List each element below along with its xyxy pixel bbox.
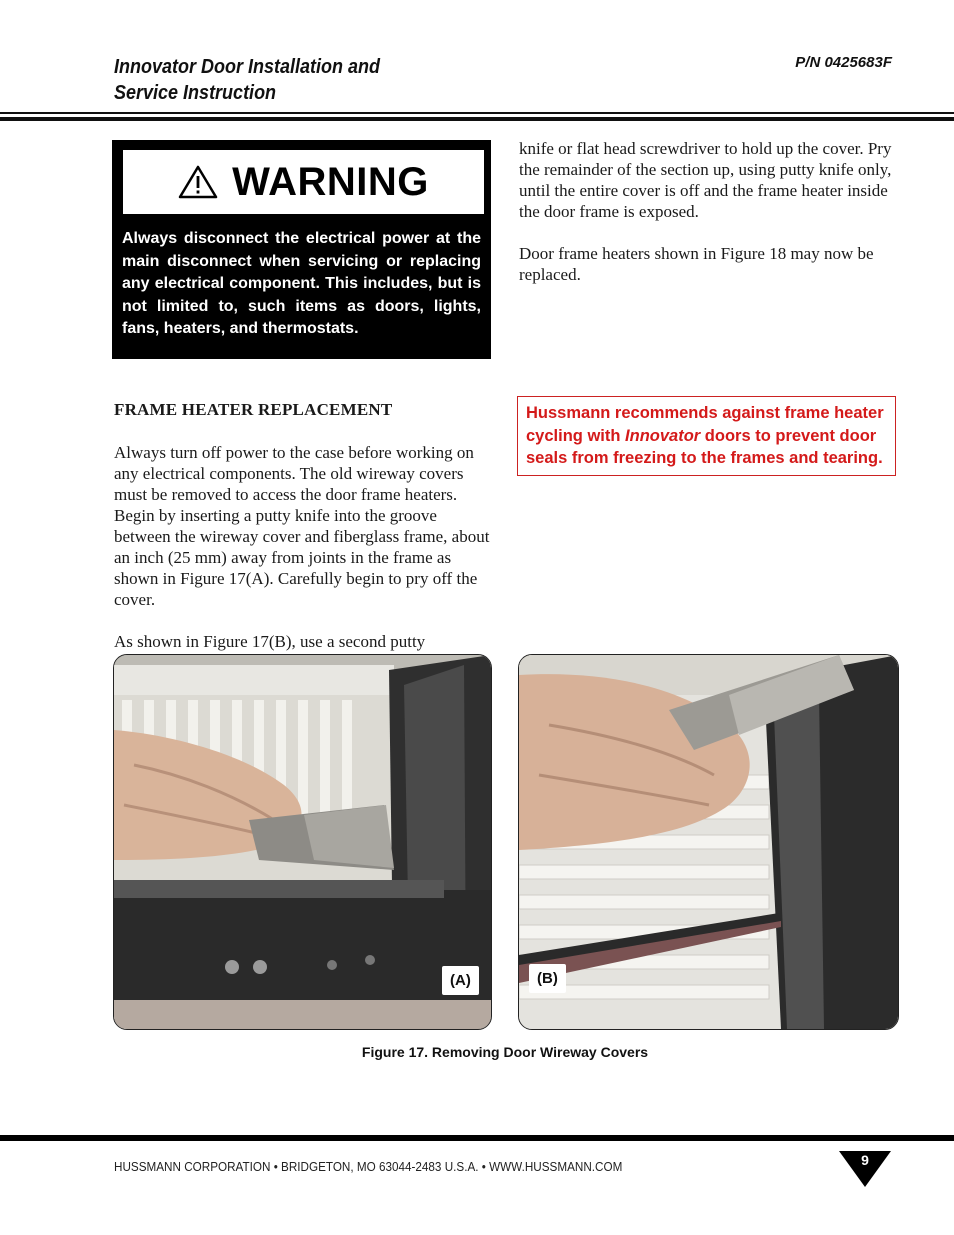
- note-text-emphasis: Innovator: [625, 426, 701, 445]
- photo-b-label: (B): [529, 964, 566, 993]
- photo-a-label: (A): [442, 966, 479, 995]
- note-text-after: doors to prevent door seals from freezing to the frames and tearing.: [526, 426, 883, 467]
- photo-b: [518, 654, 899, 1030]
- title-line-1: Innovator Door Installation and: [114, 56, 381, 78]
- part-number: P/N 0425683F: [795, 54, 892, 71]
- right-para-1: knife or flat head screwdriver to hold up the cover. Pry the remainder of the section up, using putty knife only, until the entire cover is off and the frame heater inside the door frame is exposed.: [519, 139, 892, 221]
- page-number: 9: [861, 1152, 869, 1168]
- document-title: [114, 54, 380, 106]
- right-column-text: [519, 138, 904, 306]
- warning-heading: WARNING: [232, 159, 429, 204]
- header-rule-bottom: [0, 117, 954, 121]
- header-rule-top: [0, 112, 954, 114]
- section-heading: FRAME HEATER REPLACEMENT: [114, 400, 393, 419]
- title-line-2: Service Instruction: [114, 82, 277, 104]
- figure-caption: Figure 17. Removing Door Wireway Covers: [361, 1044, 649, 1060]
- note-text-before: Hussmann recommends against frame heater cycling with: [526, 404, 884, 445]
- left-para-1: Always turn off power to the case before working on any electrical components. The old wireway covers must be removed to access the door frame heaters. Begin by inserting a putty knife into the groove between the wireway cover and fiberglass frame, about an inch (25 mm) away from joints in the frame as shown in Figure 17(A). Carefully begin to pry off the cover.: [114, 443, 490, 609]
- photo-a: [113, 654, 492, 1030]
- note-box: [517, 396, 896, 476]
- warning-box: [112, 140, 491, 359]
- warning-text: Always disconnect the electrical power at the main disconnect when servicing or replacing any electrical component. This includes, but is not limited to, such items as doors, lights, fans, heaters, and thermostats.: [122, 230, 481, 337]
- footer-rule: [0, 1135, 954, 1141]
- right-para-2: Door frame heaters shown in Figure 18 may now be replaced.: [519, 244, 874, 284]
- left-para-2: As shown in Figure 17(B), use a second putty: [114, 632, 426, 651]
- page-number-badge: [839, 1151, 891, 1187]
- warning-header: [123, 150, 484, 214]
- footer-text: HUSSMANN CORPORATION • BRIDGETON, MO 63044-2483 U.S.A. • WWW.HUSSMANN.COM: [114, 1159, 623, 1174]
- warning-triangle-icon: [178, 165, 218, 199]
- left-column-text: [114, 442, 492, 673]
